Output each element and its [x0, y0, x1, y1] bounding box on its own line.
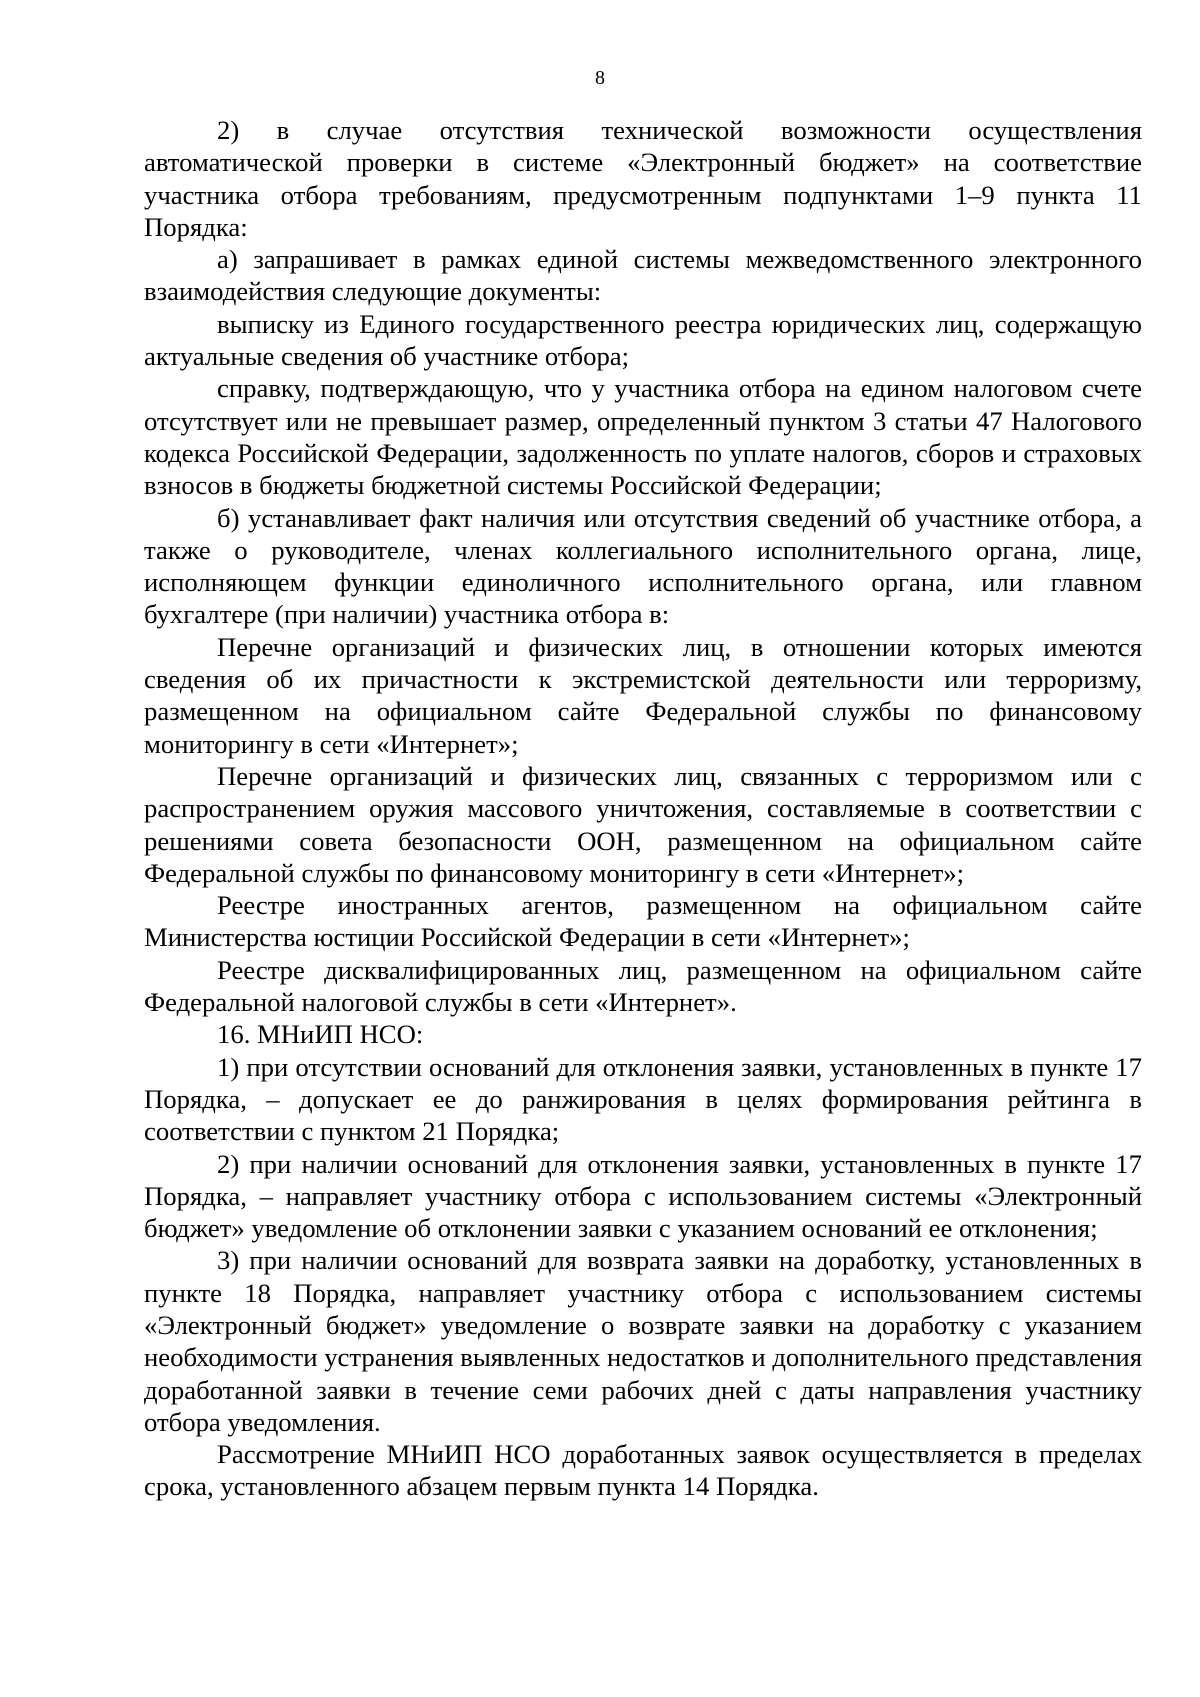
paragraph-16-item-3-return-for-revision: 3) при наличии оснований для возврата заявки на доработку, установленных в пункте 18 Порядка, направляет участнику отбора с использованием системы «Электронный бюджет» уведомление о возврате заявки на доработку с указанием необходимости устранения выявленных недостатков и дополнительного представления доработанной заявки в течение семи рабочих дней с даты направления участнику отбора уведомления.: [144, 1245, 1142, 1437]
paragraph-section-16-heading: 16. МНиИП НСО:: [217, 1019, 424, 1050]
paragraph-egrul-extract: выписку из Единого государственного реестра юридических лиц, содержащую актуальные сведения об участнике отбора;: [144, 308, 1142, 372]
paragraph-disqualified-persons-registry: Реестре дисквалифицированных лиц, размещенном на официальном сайте Федеральной налоговой службы в сети «Интернет».: [144, 954, 1142, 1018]
paragraph-terrorism-wmd-list: Перечне организаций и физических лиц, связанных с терроризмом или с распространением оружия массового уничтожения, составляемые в соответствии с решениями совета безопасности ООН, размещенном на официальном сайте Федеральной службы по финансовому мониторингу в сети «Интернет»;: [144, 760, 1142, 888]
paragraph-16-item-2-reject: 2) при наличии оснований для отклонения заявки, установленных в пункте 17 Порядка, – направляет участнику отбора с использованием системы «Электронный бюджет» уведомление об отклонении заявки с указанием оснований ее отклонения;: [144, 1148, 1142, 1244]
paragraph-foreign-agents-registry: Реестре иностранных агентов, размещенном на официальном сайте Министерства юстиции Российской Федерации в сети «Интернет»;: [144, 890, 1142, 953]
paragraph-item-2-no-technical-possibility: 2) в случае отсутствия технической возможности осуществления автоматической проверки в системе «Электронный бюджет» на соответствие участника отбора требованиям, предусмотренным подпунктами 1–9 пункта 11 Порядка:: [144, 115, 1142, 242]
paragraph-tax-certificate: справку, подтверждающую, что у участника отбора на едином налоговом счете отсутствует или не превышает размер, определенный пунктом 3 статьи 47 Налогового кодекса Российской Федерации, задолженность по уплате налогов, сборов и страховых взносов в бюджеты бюджетной системы Российской Федерации;: [144, 373, 1142, 501]
paragraph-16-item-1-admit: 1) при отсутствии оснований для отклонения заявки, установленных в пункте 17 Порядка, – допускает ее до ранжирования в целях формирования рейтинга в соответствии с пунктом 21 Порядка;: [144, 1051, 1142, 1147]
paragraph-extremism-list: Перечне организаций и физических лиц, в отношении которых имеются сведения об их причастности к экстремистской деятельности или терроризму, размещенном на официальном сайте Федеральной службы по финансовому мониторингу в сети «Интернет»;: [144, 631, 1142, 759]
page-number: 8: [595, 67, 605, 89]
paragraph-subitem-b-establish-facts: б) устанавливает факт наличия или отсутствия сведений об участнике отбора, а также о руководителе, членах коллегиального исполнительного органа, лице, исполняющем функции единоличного исполнительного органа, или главном бухгалтере (при наличии) участника отбора в:: [144, 502, 1142, 630]
paragraph-revised-applications-review: Рассмотрение МНиИП НСО доработанных заявок осуществляется в пределах срока, установленного абзацем первым пункта 14 Порядка.: [144, 1439, 1142, 1502]
document-body: [144, 114, 1142, 1503]
paragraph-subitem-a-request-documents: а) запрашивает в рамках единой системы межведомственного электронного взаимодействия следующие документы:: [144, 244, 1142, 307]
